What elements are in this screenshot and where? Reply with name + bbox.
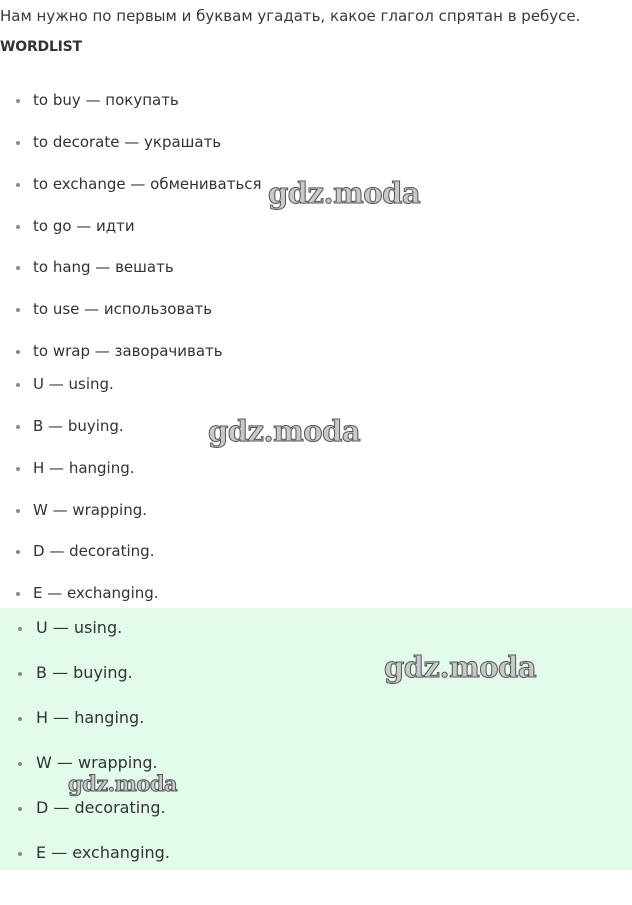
wordlist-heading: WORDLIST	[0, 39, 82, 55]
bullet	[16, 141, 20, 145]
list-item-text: to wrap — заворачивать	[33, 342, 223, 360]
bullet	[18, 717, 22, 721]
list-item-text: to exchange — обмениваться	[33, 175, 262, 193]
bullet	[18, 807, 22, 811]
watermark-logo: gdz.moda	[68, 771, 178, 796]
bullet	[16, 350, 20, 354]
watermark-logo: gdz.moda	[384, 650, 537, 684]
list-item-text: B — buying.	[36, 663, 133, 682]
list-item-text: U — using.	[36, 618, 123, 637]
watermark-logo: gdz.moda	[208, 414, 361, 448]
bullet	[16, 383, 20, 387]
list-item-text: D — decorating.	[33, 542, 155, 560]
list-item-text: to decorate — украшать	[33, 133, 222, 151]
bullet	[16, 99, 20, 103]
list-item-text: to use — использовать	[33, 300, 213, 318]
bullet	[16, 425, 20, 429]
bullet	[16, 266, 20, 270]
list-item-text: B — buying.	[33, 417, 124, 435]
list-item-text: W — wrapping.	[33, 501, 148, 519]
bullet	[16, 467, 20, 471]
list-item-text: E — exchanging.	[36, 843, 170, 862]
list-item-text: to buy — покупать	[33, 91, 179, 109]
list-item-text: U — using.	[33, 375, 114, 393]
bullet	[18, 852, 22, 856]
bullet	[16, 550, 20, 554]
bullet	[16, 183, 20, 187]
bullet	[18, 762, 22, 766]
list-item-text: W — wrapping.	[36, 753, 158, 772]
bullet	[18, 672, 22, 676]
list-item-text: D — decorating.	[36, 798, 166, 817]
intro-text: Нам нужно по первым и буквам угадать, какое глагол спрятан в ребусе.	[0, 7, 581, 25]
highlighted-answer-panel	[0, 608, 632, 870]
bullet	[16, 592, 20, 596]
list-item-text: E — exchanging.	[33, 584, 159, 602]
watermark-logo: gdz.moda	[268, 176, 421, 210]
list-item-text: to hang — вешать	[33, 258, 174, 276]
bullet	[16, 308, 20, 312]
bullet	[16, 225, 20, 229]
list-item-text: H — hanging.	[33, 459, 135, 477]
list-item-text: to go — идти	[33, 217, 135, 235]
bullet	[16, 509, 20, 513]
bullet	[18, 627, 22, 631]
list-item-text: H — hanging.	[36, 708, 145, 727]
